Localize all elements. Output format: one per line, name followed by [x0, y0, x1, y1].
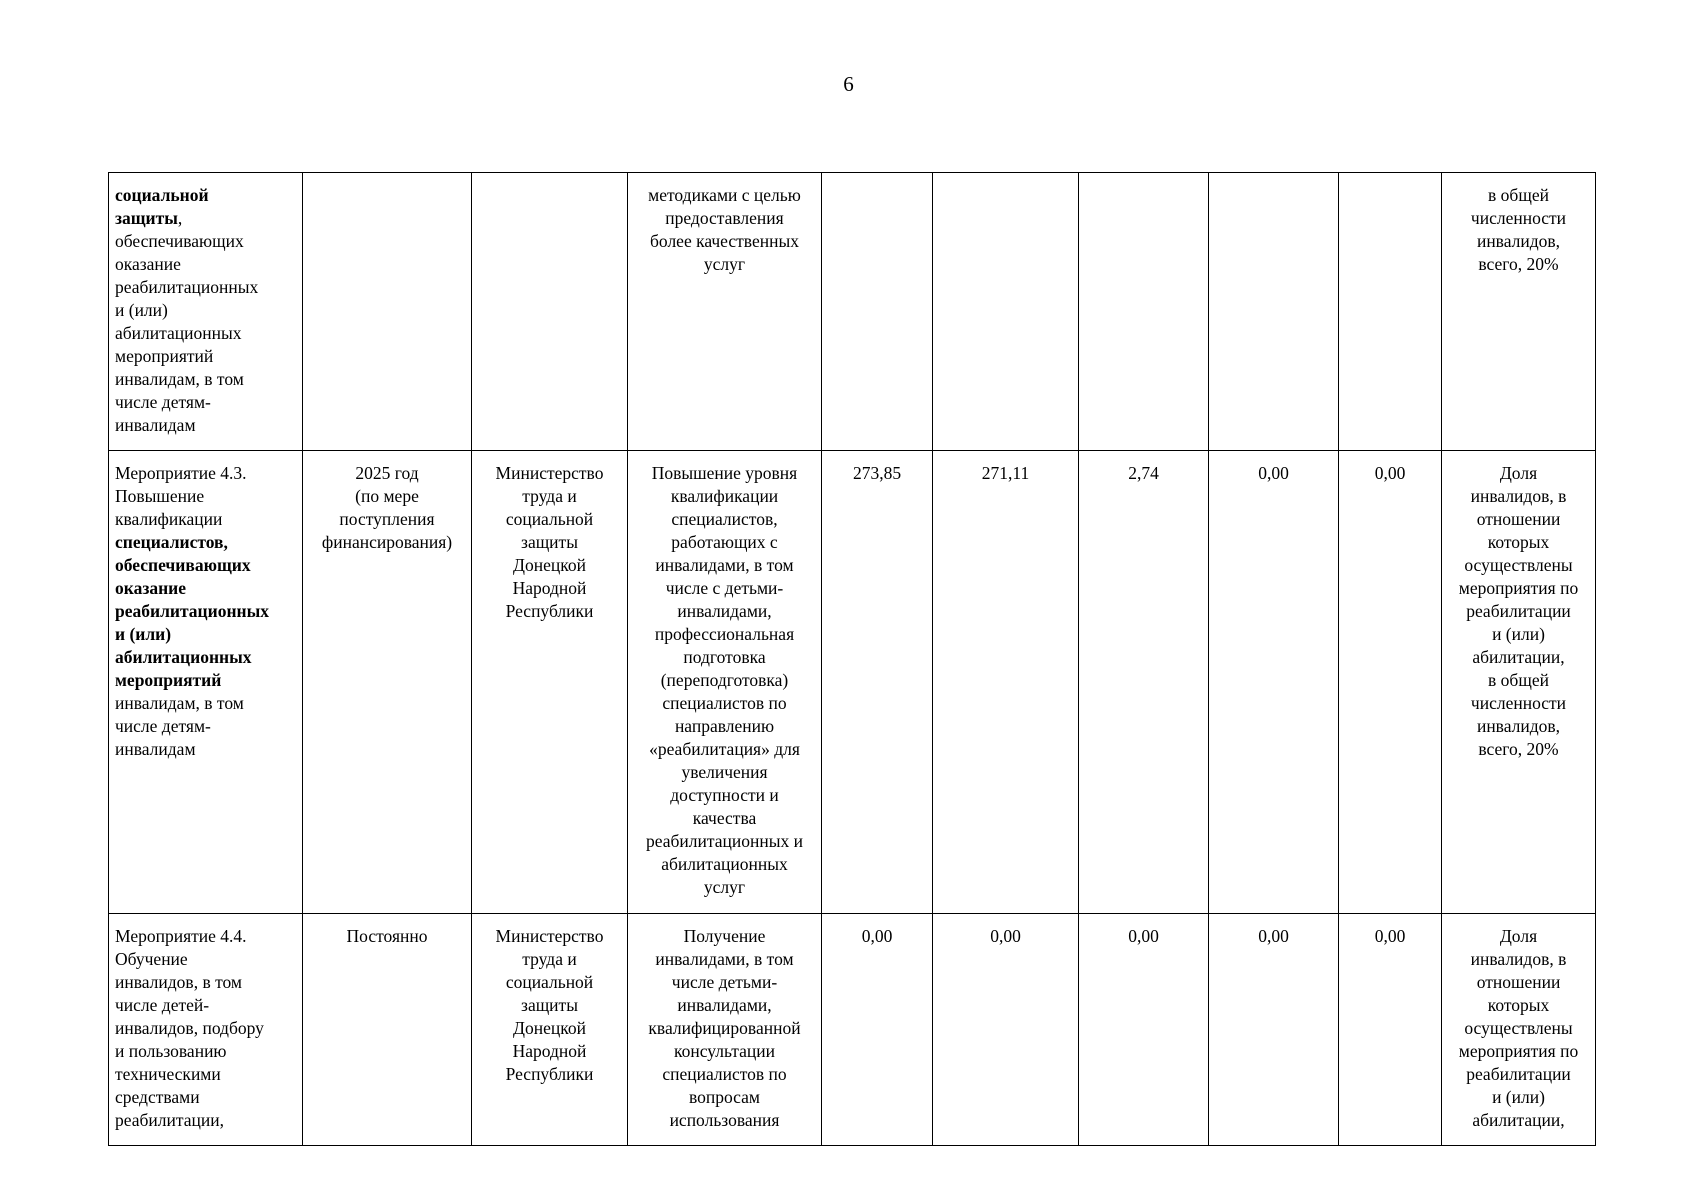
executor-cell [472, 451, 628, 914]
activity-name-line: средствами [115, 1087, 200, 1107]
expected-result-cell-line: специалистов, [671, 509, 778, 529]
activity-name-cell [109, 914, 303, 1146]
expected-result-cell [628, 451, 822, 914]
expected-result-cell-line: инвалидами, в том [655, 555, 794, 575]
activity-name-line: числе детей- [115, 995, 210, 1015]
activity-name-line: Мероприятие 4.4. [115, 926, 247, 946]
term-cell-line: (по мере [355, 486, 419, 506]
executor-cell-line: Народной [512, 1041, 587, 1061]
indicator-cell-line: которых [1487, 995, 1550, 1015]
indicator-cell-line: которых [1487, 532, 1550, 552]
expected-result-cell-line: предоставления [665, 208, 784, 228]
executor-cell [472, 173, 628, 451]
activity-name-line: инвалидов, подбору [115, 1018, 264, 1038]
expected-result-cell-line: инвалидами, [677, 995, 772, 1015]
term-cell-line: Постоянно [346, 926, 428, 946]
funding-other-cell: 0,00 [1339, 914, 1442, 1146]
expected-result-cell [628, 173, 822, 451]
activity-name-line: обеспечивающих [115, 555, 251, 575]
expected-result-cell-line: более качественных [650, 231, 799, 251]
activity-name-line: оказание [115, 578, 187, 598]
indicator-cell [1442, 173, 1596, 451]
expected-result-cell-line: методиками с целью [648, 185, 801, 205]
executor-cell-line: Республики [505, 1064, 594, 1084]
executor-cell-line: Республики [505, 601, 594, 621]
expected-result-cell-line: инвалидами, в том [655, 949, 794, 969]
executor-cell-line: труда и [522, 486, 577, 506]
activity-name-cell [109, 173, 303, 451]
expected-result-cell-line: Получение [683, 926, 766, 946]
expected-result-cell-line: инвалидами, [677, 601, 772, 621]
expected-result-cell-line: консультации [673, 1041, 776, 1061]
indicator-cell-line: в общей [1488, 185, 1549, 205]
indicator-cell [1442, 451, 1596, 914]
term-cell-line: поступления [339, 509, 435, 529]
expected-result-cell-line: услуг [703, 254, 746, 274]
activity-name-line: инвалидам, в том [115, 693, 244, 713]
executor-cell-line: Министерство [495, 926, 604, 946]
expected-result-cell-line: использования [669, 1110, 780, 1130]
expected-result-cell-line: профессиональная [654, 624, 795, 644]
executor-cell-line: Донецкой [513, 555, 586, 575]
activity-name-line: реабилитационных [115, 601, 270, 621]
funding-local-cell: 0,00 [1209, 914, 1339, 1146]
funding-federal-cell [933, 173, 1079, 451]
indicator-cell-line: в общей [1488, 670, 1549, 690]
activity-name-line: социальной [115, 185, 209, 205]
indicator-cell-line: инвалидов, [1476, 231, 1561, 251]
indicator-cell-line: осуществлены [1464, 1018, 1573, 1038]
activity-name-line: реабилитации, [115, 1110, 224, 1130]
executor-cell-line: Министерство [495, 463, 604, 483]
expected-result-cell-line: доступности и [670, 785, 779, 805]
activity-name-line: инвалидам [115, 739, 196, 759]
indicator-cell-line: численности [1470, 208, 1567, 228]
term-cell [303, 914, 472, 1146]
executor-cell-line: защиты [521, 995, 578, 1015]
activity-name-cell [109, 451, 303, 914]
expected-result-cell-line: (переподготовка) [660, 670, 789, 690]
activity-name-line: специалистов, [115, 532, 228, 552]
indicator-cell-line: и (или) [1492, 1087, 1545, 1107]
indicator-cell-line: отношении [1476, 972, 1561, 992]
activity-name-line: оказание [115, 254, 181, 274]
activity-name-line: Повышение [115, 486, 205, 506]
indicator-cell-line: реабилитации [1466, 601, 1571, 621]
activities-table [108, 172, 1596, 1146]
expected-result-cell-line: подготовка [683, 647, 766, 667]
activity-name-line: числе детям- [115, 716, 211, 736]
indicator-cell-line: инвалидов, [1476, 716, 1561, 736]
activity-name-line: обеспечивающих [115, 231, 244, 251]
activity-name-line: реабилитационных [115, 277, 259, 297]
indicator-cell-line: Доля [1499, 926, 1538, 946]
indicator-cell-line: всего, 20% [1478, 739, 1559, 759]
term-cell [303, 173, 472, 451]
activity-name-line: и (или) [115, 624, 172, 644]
expected-result-cell-line: качества [692, 808, 757, 828]
indicator-cell [1442, 914, 1596, 1146]
expected-result-cell-line: Повышение уровня [651, 463, 798, 483]
expected-result-cell-line: числе детьми- [671, 972, 778, 992]
activity-name-line: Обучение [115, 949, 188, 969]
funding-federal-cell: 0,00 [933, 914, 1079, 1146]
expected-result-cell [628, 914, 822, 1146]
table-row [109, 173, 1596, 451]
funding-republic-cell: 0,00 [1079, 914, 1209, 1146]
executor-cell [472, 914, 628, 1146]
expected-result-cell-line: увеличения [681, 762, 768, 782]
indicator-cell-line: мероприятия по [1458, 1041, 1579, 1061]
executor-cell-line: социальной [505, 509, 594, 529]
executor-cell-line: социальной [505, 972, 594, 992]
indicator-cell-line: и (или) [1492, 624, 1545, 644]
activity-name-line: инвалидам [115, 415, 196, 435]
activity-name-line: инвалидам, в том [115, 369, 244, 389]
funding-local-cell: 0,00 [1209, 451, 1339, 914]
expected-result-cell-line: специалистов по [662, 693, 787, 713]
funding-other-cell: 0,00 [1339, 451, 1442, 914]
expected-result-cell-line: квалифицированной [648, 1018, 801, 1038]
term-cell-line: финансирования) [321, 532, 453, 552]
indicator-cell-line: абилитации, [1472, 1110, 1565, 1130]
funding-republic-cell: 2,74 [1079, 451, 1209, 914]
executor-cell-line: труда и [522, 949, 577, 969]
indicator-cell-line: осуществлены [1464, 555, 1573, 575]
funding-total-cell [822, 173, 933, 451]
activity-name-line: квалификации [115, 509, 223, 529]
table-row [109, 914, 1596, 1146]
activity-name-line: мероприятий [115, 670, 222, 690]
indicator-cell-line: всего, 20% [1478, 254, 1559, 274]
funding-local-cell [1209, 173, 1339, 451]
page-number: 6 [843, 72, 854, 96]
term-cell-line: 2025 год [355, 463, 419, 483]
funding-total-cell: 0,00 [822, 914, 933, 1146]
funding-total-cell: 273,85 [822, 451, 933, 914]
funding-republic-cell [1079, 173, 1209, 451]
expected-result-cell-line: работающих с [671, 532, 778, 552]
activity-name-line: абилитационных [115, 647, 252, 667]
activity-name-line: Мероприятие 4.3. [115, 463, 247, 483]
expected-result-cell-line: числе с детьми- [665, 578, 784, 598]
expected-result-cell-line: вопросам [688, 1087, 761, 1107]
indicator-cell-line: инвалидов, в [1470, 486, 1567, 506]
expected-result-cell-line: «реабилитация» для [649, 739, 800, 759]
table-row [109, 451, 1596, 914]
activity-name-line: защиты, [115, 208, 183, 228]
indicator-cell-line: реабилитации [1466, 1064, 1571, 1084]
indicator-cell-line: Доля [1499, 463, 1538, 483]
expected-result-cell-line: квалификации [670, 486, 779, 506]
executor-cell-line: Народной [512, 578, 587, 598]
executor-cell-line: защиты [521, 532, 578, 552]
activity-name-line: числе детям- [115, 392, 211, 412]
activity-name-line: техническими [115, 1064, 221, 1084]
executor-cell-line: Донецкой [513, 1018, 586, 1038]
indicator-cell-line: абилитации, [1472, 647, 1565, 667]
indicator-cell-line: инвалидов, в [1470, 949, 1567, 969]
expected-result-cell-line: услуг [703, 877, 746, 897]
activity-name-line: абилитационных [115, 323, 242, 343]
indicator-cell-line: отношении [1476, 509, 1561, 529]
expected-result-cell-line: абилитационных [661, 854, 788, 874]
indicator-cell-line: численности [1470, 693, 1567, 713]
term-cell [303, 451, 472, 914]
funding-federal-cell: 271,11 [933, 451, 1079, 914]
funding-other-cell [1339, 173, 1442, 451]
expected-result-cell-line: реабилитационных и [646, 831, 803, 851]
indicator-cell-line: мероприятия по [1458, 578, 1579, 598]
expected-result-cell-line: направлению [674, 716, 775, 736]
activity-name-line: и пользованию [115, 1041, 227, 1061]
activity-name-line: мероприятий [115, 346, 214, 366]
activity-name-line: инвалидов, в том [115, 972, 242, 992]
expected-result-cell-line: специалистов по [662, 1064, 787, 1084]
activity-name-line: и (или) [115, 300, 168, 320]
